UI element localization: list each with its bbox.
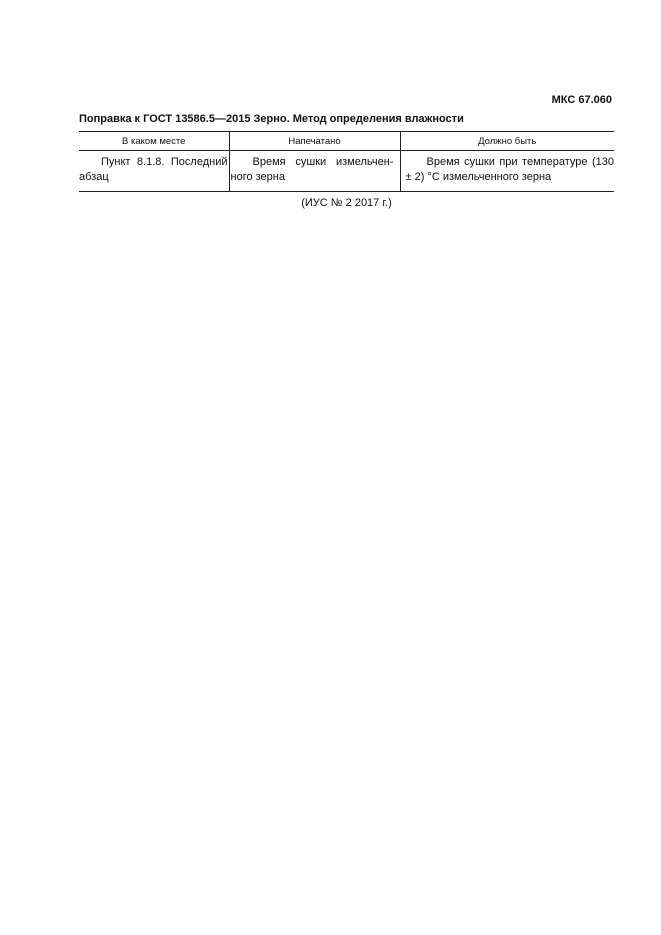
cell-printed-text: Время сушки измельчен-ного зерна (230, 156, 394, 183)
cell-place-text: Пункт 8.1.8. Последний абзац (79, 156, 228, 183)
classification-code: МКС 67.060 (551, 94, 612, 106)
cell-should-be-text: Время сушки при температуре (130 ± 2) °С измельченного зерна (405, 156, 614, 183)
cell-place (79, 151, 229, 192)
column-header-should-be: Должно быть (400, 132, 614, 151)
cell-printed (229, 151, 400, 192)
table-header-row (79, 132, 614, 151)
cell-should-be (400, 151, 614, 192)
correction-table (79, 131, 614, 192)
column-header-place: В каком месте (79, 132, 229, 151)
document-title: Поправка к ГОСТ 13586.5—2015 Зерно. Метод определения влажности (79, 113, 464, 125)
column-header-printed: Напечатано (229, 132, 400, 151)
ius-reference: (ИУС № 2 2017 г.) (301, 197, 392, 209)
table-row (79, 151, 614, 192)
